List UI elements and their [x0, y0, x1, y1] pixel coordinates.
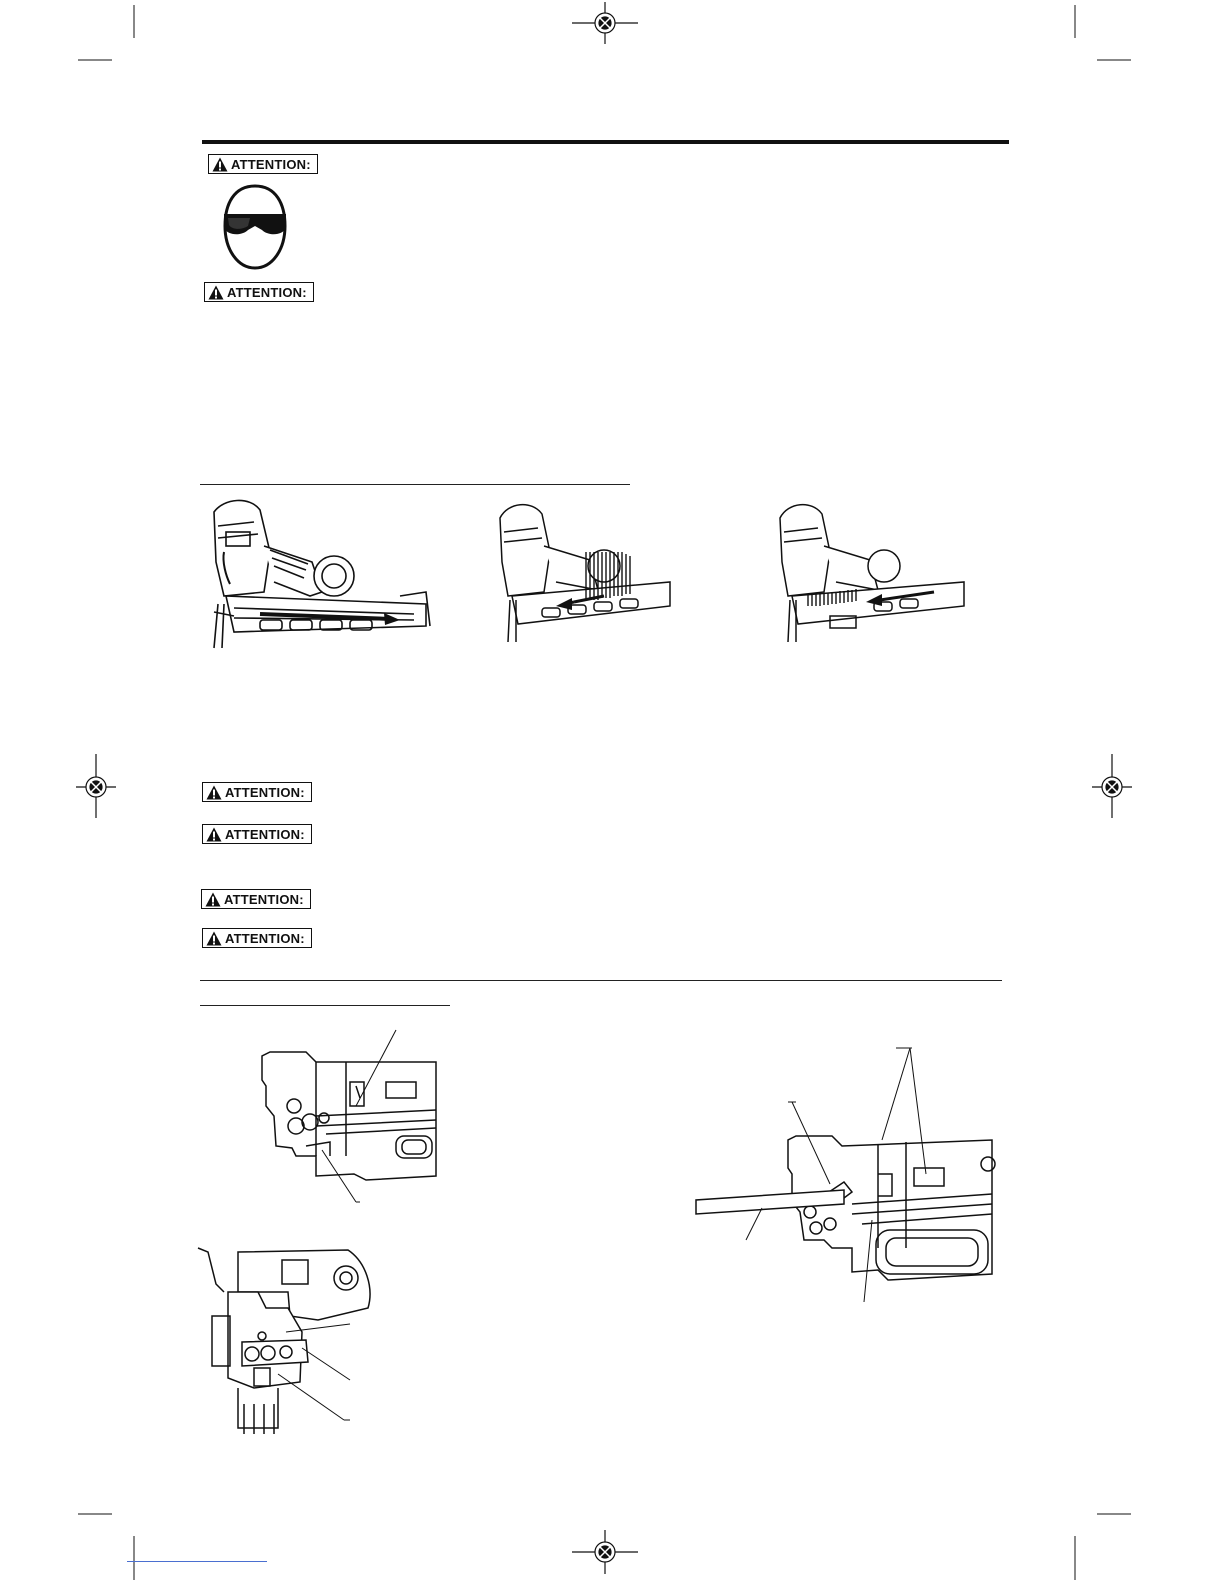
section-rule-jam [200, 1005, 450, 1006]
safety-goggles-icon [222, 184, 288, 270]
warning-triangle-icon [206, 931, 222, 946]
nailer-figure-c [774, 496, 970, 644]
warning-triangle-icon [208, 285, 224, 300]
attention-badge-6 [202, 928, 312, 948]
attention-label: ATTENTION: [227, 284, 307, 300]
bottom-link-underline [127, 1561, 267, 1562]
warning-triangle-icon [205, 892, 221, 907]
warning-triangle-icon [212, 157, 228, 172]
attention-badge-3 [202, 782, 312, 802]
section-rule-full [200, 980, 1002, 981]
registration-target-left [74, 752, 118, 822]
registration-target-bottom [570, 1528, 640, 1576]
magazine-nose-detail [256, 1026, 442, 1206]
attention-badge-5 [201, 889, 311, 909]
header-rule [202, 140, 1009, 144]
attention-label: ATTENTION: [225, 784, 305, 800]
latch-detail [198, 1248, 384, 1438]
nailer-figure-a [204, 492, 436, 652]
attention-label: ATTENTION: [225, 826, 305, 842]
warning-triangle-icon [206, 827, 222, 842]
attention-badge-2 [204, 282, 314, 302]
warning-triangle-icon [206, 785, 222, 800]
nailer-figure-b [494, 496, 674, 644]
registration-target-top [570, 0, 640, 48]
registration-target-right [1090, 752, 1134, 822]
attention-badge-4 [202, 824, 312, 844]
attention-label: ATTENTION: [225, 930, 305, 946]
attention-label: ATTENTION: [224, 891, 304, 907]
attention-badge-1 [208, 154, 318, 174]
attention-label: ATTENTION: [231, 156, 311, 172]
section-rule-loading [200, 484, 630, 485]
rod-clearing-detail [692, 1044, 994, 1304]
